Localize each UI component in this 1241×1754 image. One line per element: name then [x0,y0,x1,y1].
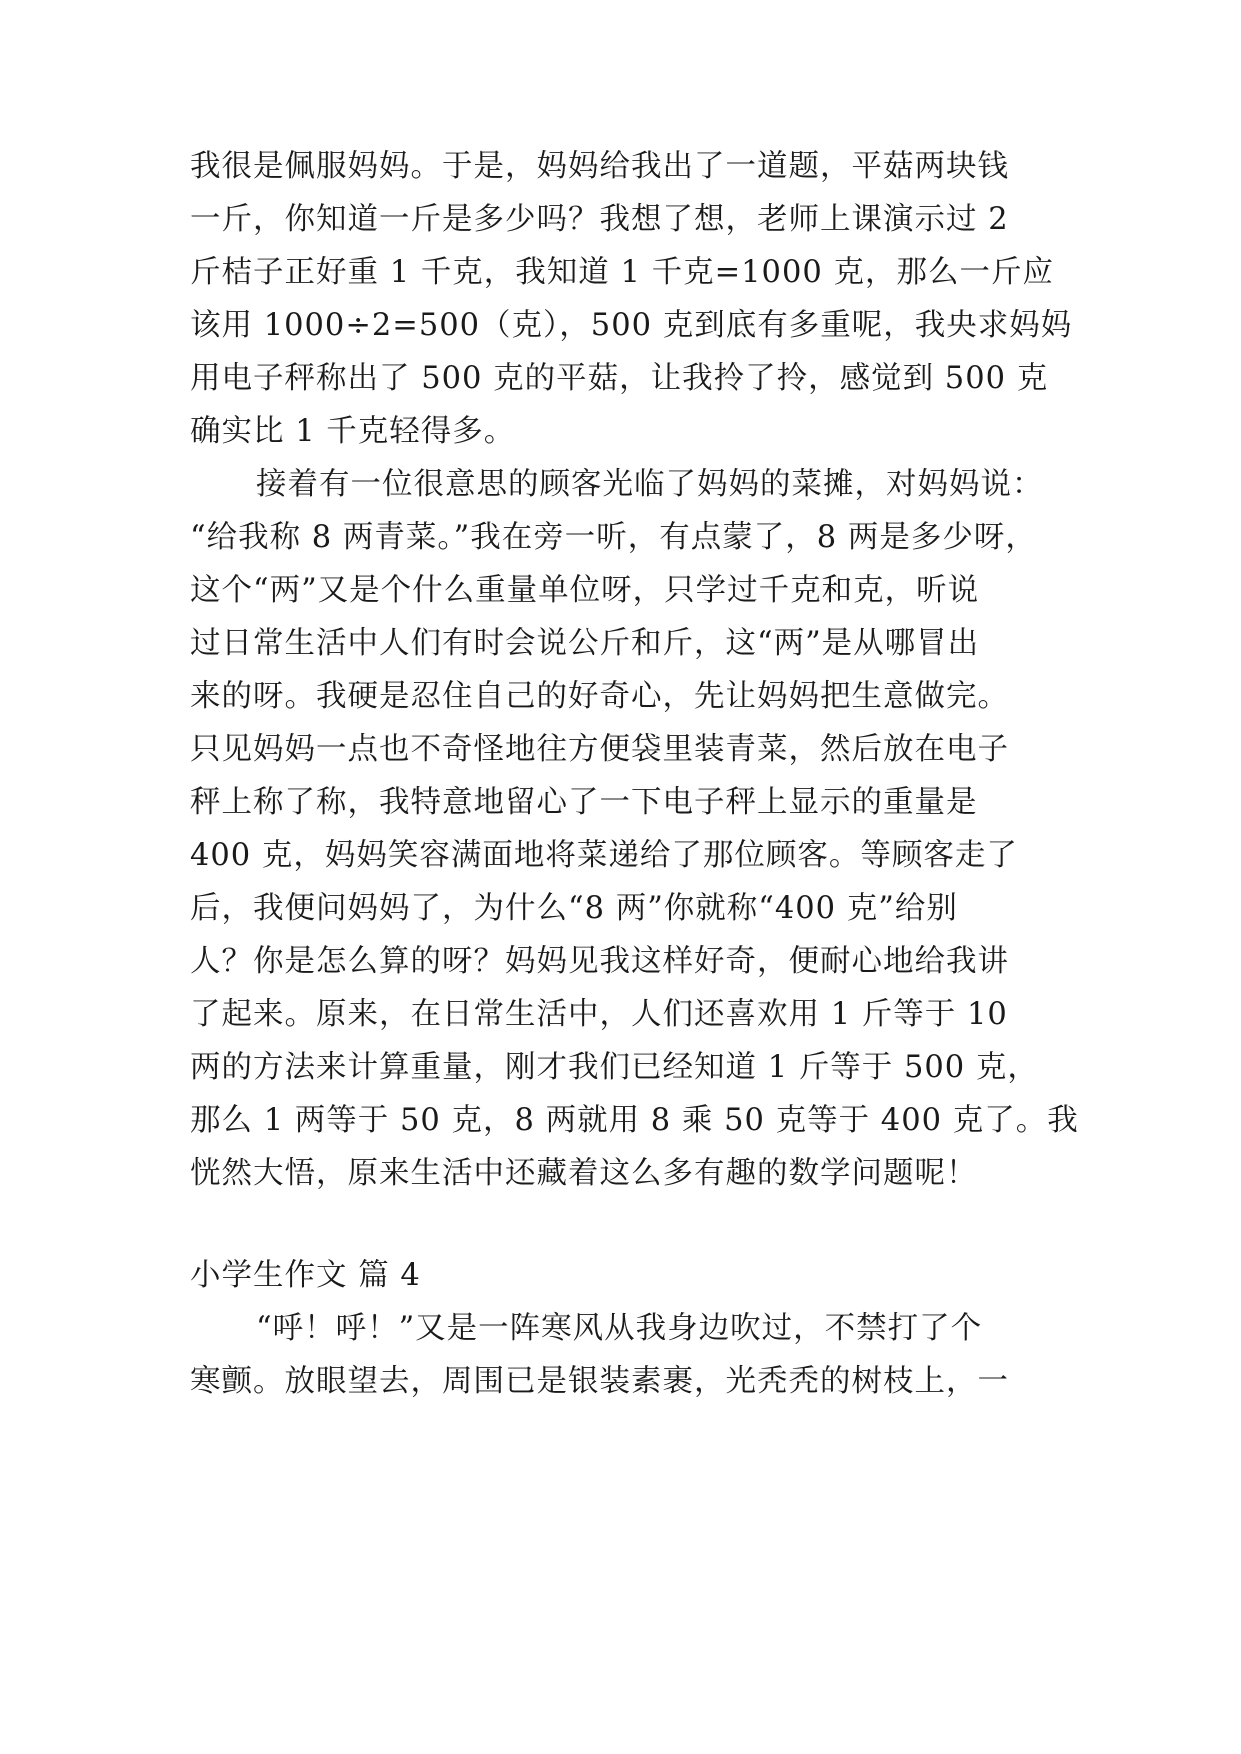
text-line: 我很是佩服妈妈。于是，妈妈给我出了一道题，平菇两块钱 [190,149,1009,184]
text-line: 斤桔子正好重 1 千克，我知道 1 千克=1000 克，那么一斤应 [190,255,1054,290]
text-line: 确实比 1 千克轻得多。 [190,414,516,449]
text-line: 用电子秤称出了 500 克的平菇，让我拎了拎，感觉到 500 克 [190,361,1049,396]
text-line: 这个“两”又是个什么重量单位呀，只学过千克和克，听说 [190,573,980,608]
text-line: 来的呀。我硬是忍住自己的好奇心，先让妈妈把生意做完。 [190,679,1009,714]
text-line: “给我称 8 两青菜。”我在旁一听，有点蒙了，8 两是多少呀， [190,520,1037,555]
text-line: 了起来。原来，在日常生活中，人们还喜欢用 1 斤等于 10 [190,997,1008,1032]
text-line: 该用 1000÷2=500（克），500 克到底有多重呢，我央求妈妈 [190,308,1073,343]
text-line: 过日常生活中人们有时会说公斤和斤，这“两”是从哪冒出 [190,626,980,661]
text-line: 接着有一位很意思的顾客光临了妈妈的菜摊，对妈妈说： [256,467,1044,502]
text-line: 寒颤。放眼望去，周围已是银装素裹，光秃秃的树枝上，一 [190,1364,1009,1399]
section-heading: 小学生作文 篇 4 [190,1258,421,1293]
text-line: 后，我便问妈妈了，为什么“8 两”你就称“400 克”给别 [190,891,958,926]
text-line: 那么 1 两等于 50 克，8 两就用 8 乘 50 克等于 400 克了。我 [190,1103,1079,1138]
text-line: 秤上称了称，我特意地留心了一下电子秤上显示的重量是 [190,785,978,820]
text-line: 只见妈妈一点也不奇怪地往方便袋里装青菜，然后放在电子 [190,732,1009,767]
text-line: 恍然大悟，原来生活中还藏着这么多有趣的数学问题呢！ [190,1156,978,1191]
text-line: “呼！呼！”又是一阵寒风从我身边吹过，不禁打了个 [256,1311,983,1346]
text-line: 两的方法来计算重量，刚才我们已经知道 1 斤等于 500 克， [190,1050,1039,1085]
text-line: 人？你是怎么算的呀？妈妈见我这样好奇，便耐心地给我讲 [190,944,1009,979]
text-line: 400 克，妈妈笑容满面地将菜递给了那位顾客。等顾客走了 [190,838,1018,873]
text-line: 一斤，你知道一斤是多少吗？我想了想，老师上课演示过 2 [190,202,1009,237]
